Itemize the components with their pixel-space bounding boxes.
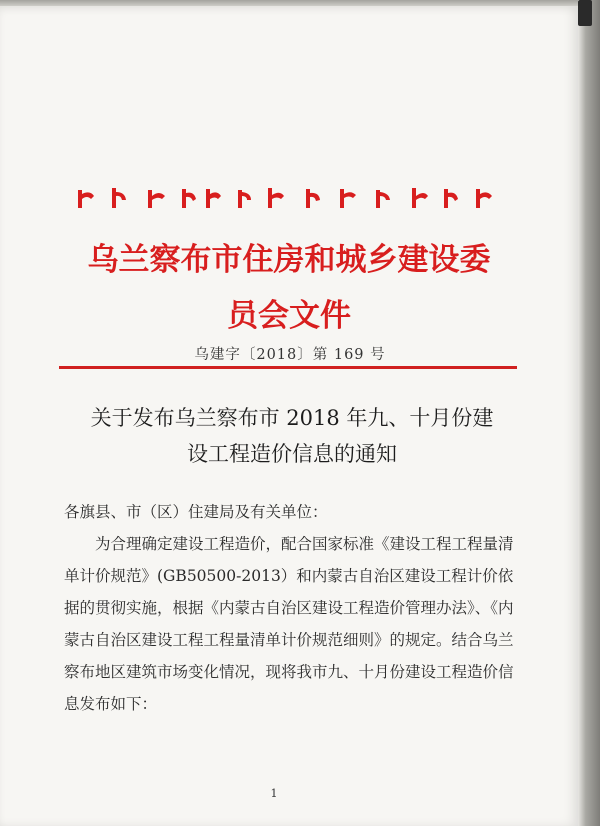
salutation: 各旗县、市（区）住建局及有关单位： — [64, 503, 328, 521]
notice-body — [64, 496, 524, 720]
page-number: 1 — [270, 787, 278, 800]
notice-title — [62, 400, 522, 472]
scan-right-edge — [578, 0, 600, 826]
notice-title-line-2: 设工程造价信息的通知 — [187, 442, 397, 466]
body-paragraph: 为合理确定建设工程造价，配合国家标准《建设工程工程量清单计价规范》(GB50500-2013）和内蒙古自治区建设工程计价依据的贯彻实施，根据《内蒙古自治区建设工程造价管理办法》、《内蒙古自治区建设工程工程量清单计价规范细则》的规定。结合乌兰察布地区建筑市场变化情况，现将我市九、十月份建设工程造价信息发布如下： — [64, 535, 514, 713]
mongolian-script-graphic — [78, 184, 498, 214]
red-divider-line — [59, 366, 517, 369]
mongolian-script-header — [78, 184, 498, 214]
document-number: 乌建字〔2018〕第 169 号 — [194, 347, 386, 363]
issuing-organization-title: 乌兰察布市住房和城乡建设委员会文件 — [87, 242, 491, 334]
document-page — [0, 6, 578, 826]
notice-title-line-1: 关于发布乌兰察布市 2018 年九、十月份建 — [90, 406, 494, 430]
binder-clip — [578, 0, 592, 26]
